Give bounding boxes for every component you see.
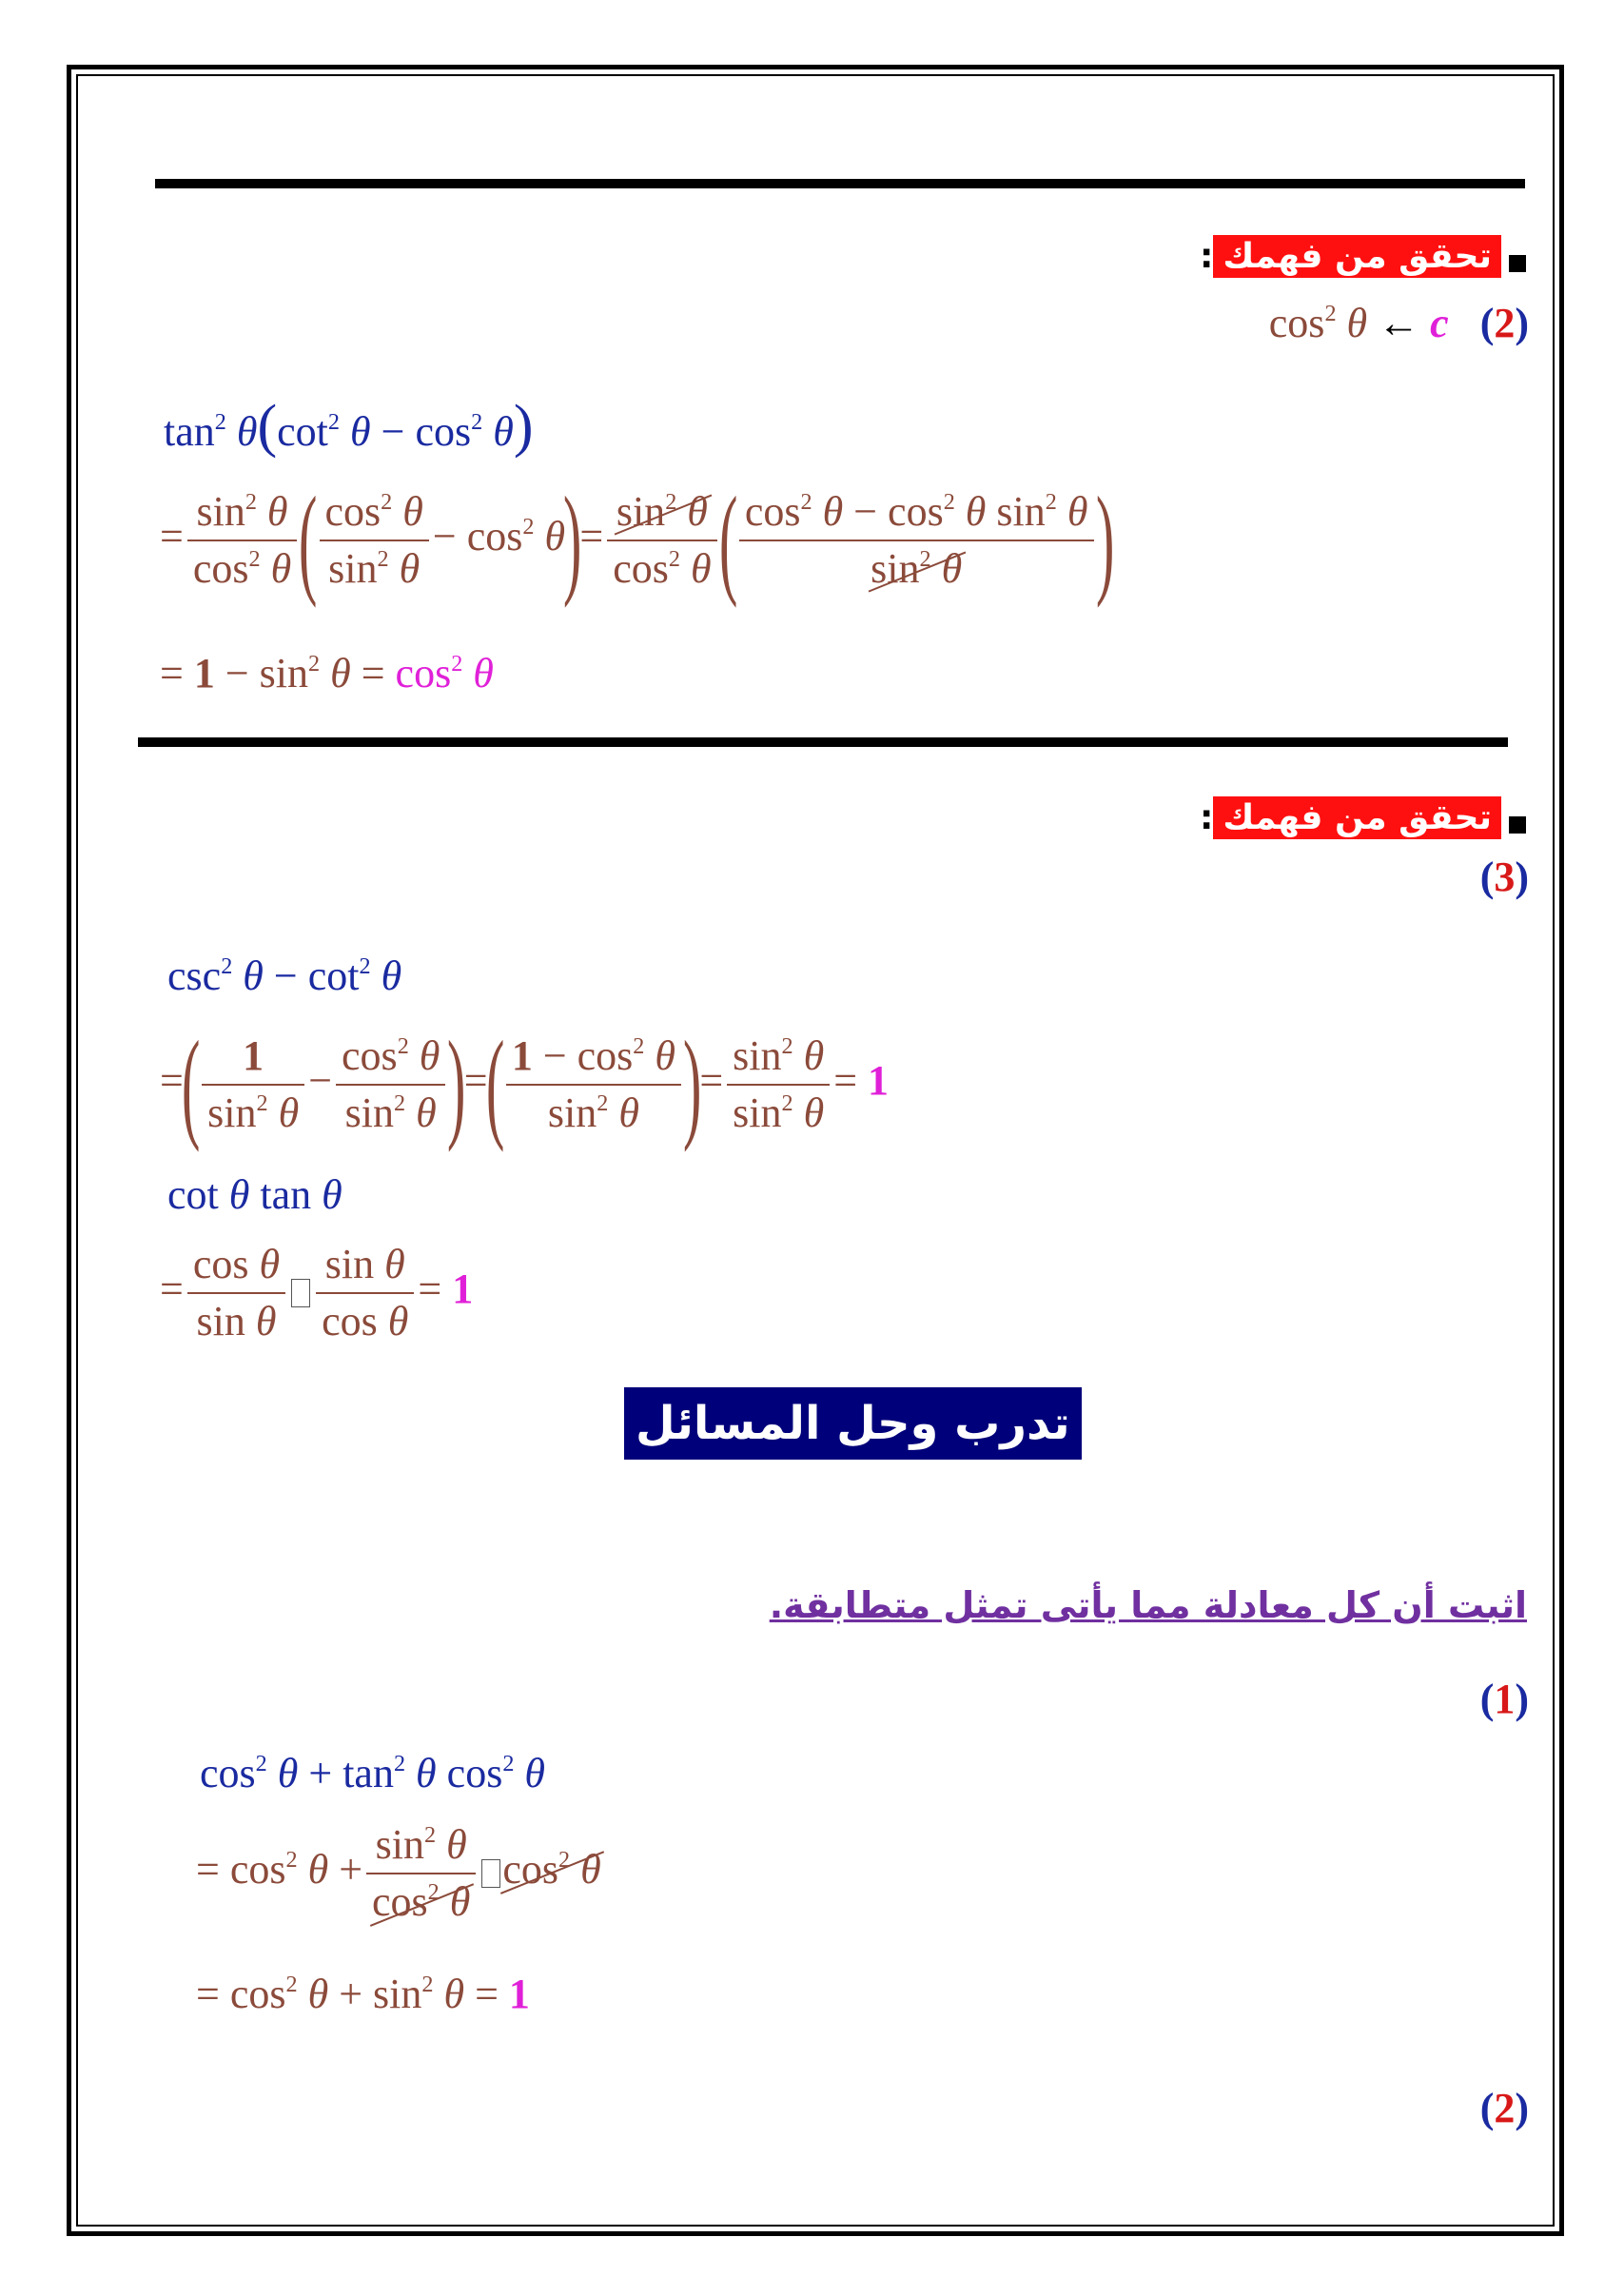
practice-banner: تدرب وحل المسائل — [624, 1387, 1082, 1460]
result-cos2: $\cos^2 \theta$ — [395, 650, 494, 697]
problem1-line-2: = $\cos^2 \theta$ + $\frac{\sin^2 \theta}{\cos^2 \theta}$ $\cos^2 \theta$ — [196, 1817, 601, 1930]
answer-expr: $\cos^2 \theta$ — [1268, 300, 1368, 346]
divider-top — [155, 179, 1525, 188]
csc-line-2: =( $\frac{1}{\sin^2 \theta}$ − $\frac{\cos^2 \theta}{\sin^2 \theta}$ )=( $\frac{1 - \cos^2 \theta}{\sin^2 \theta}$ )= $\frac{\sin^2 \theta}{\sin^2 \theta}$ = 1 — [160, 1016, 890, 1153]
result-one: 1 — [868, 1057, 890, 1105]
instruction-text: اثبت أن كل معادلة مما يأتى تمثل متطابقة. — [769, 1584, 1527, 1626]
csc-line-1: $\csc^2 \theta - \cot^2 \theta$ — [167, 952, 402, 999]
cot-tan-line-1: cot θ tan θ — [167, 1171, 342, 1218]
problem1-line-1: $\cos^2 \theta + \tan^2 \theta$ $\cos^2 \theta$ — [200, 1750, 546, 1796]
square-bullet-icon — [1509, 255, 1526, 272]
placeholder-box — [481, 1859, 500, 1888]
result-one: 1 — [452, 1266, 474, 1313]
divider-middle — [138, 737, 1508, 747]
check-heading-2: تحقق من فهمك: — [1200, 795, 1526, 842]
identity-line-2: = $\frac{\sin^2 \theta}{\cos^2 \theta}$ ( $\frac{\cos^2 \theta}{\sin^2 \theta}$ − $\cos^2 \theta)=$ $\frac{\sin^2 \theta}{\cos^2 \theta}$ ( $\frac{\cos^2 \theta - \cos^2 \theta \sin^2 \theta}{\sin^2 \theta}$ ) — [160, 472, 1114, 609]
answer-line — [1269, 297, 1529, 350]
identity-line-1: $\tan^2 \theta(\cot^2$ $\theta - \cos^2 \theta$) — [164, 394, 534, 459]
problem-number-1: (1) — [1479, 1676, 1529, 1722]
question-number: (2) — [1479, 300, 1529, 346]
question-number-3: (3) — [1479, 854, 1529, 900]
answer-letter: c — [1430, 300, 1449, 346]
arrow-left-icon: ← — [1378, 300, 1420, 346]
identity-line-3: = $1 - \sin^2 \theta = \cos^2 \theta$ — [160, 650, 494, 697]
check-label: تحقق من فهمك — [1213, 235, 1501, 278]
problem1-line-3: = $\cos^2 \theta + \sin^2 \theta = 1$ — [196, 1971, 530, 2017]
square-bullet-icon — [1509, 816, 1526, 834]
placeholder-box — [291, 1279, 310, 1307]
check-heading-1: تحقق من فهمك: — [1200, 233, 1526, 281]
cot-tan-line-2: = $\frac{\text{cos θ}}{\text{sin θ}}$ $\frac{\text{sin θ}}{\text{cos θ}}$ = 1 — [160, 1237, 473, 1349]
result-one: 1 — [508, 1971, 530, 2017]
check-label: تحقق من فهمك — [1213, 796, 1501, 839]
problem-number-2: (2) — [1479, 2085, 1529, 2131]
